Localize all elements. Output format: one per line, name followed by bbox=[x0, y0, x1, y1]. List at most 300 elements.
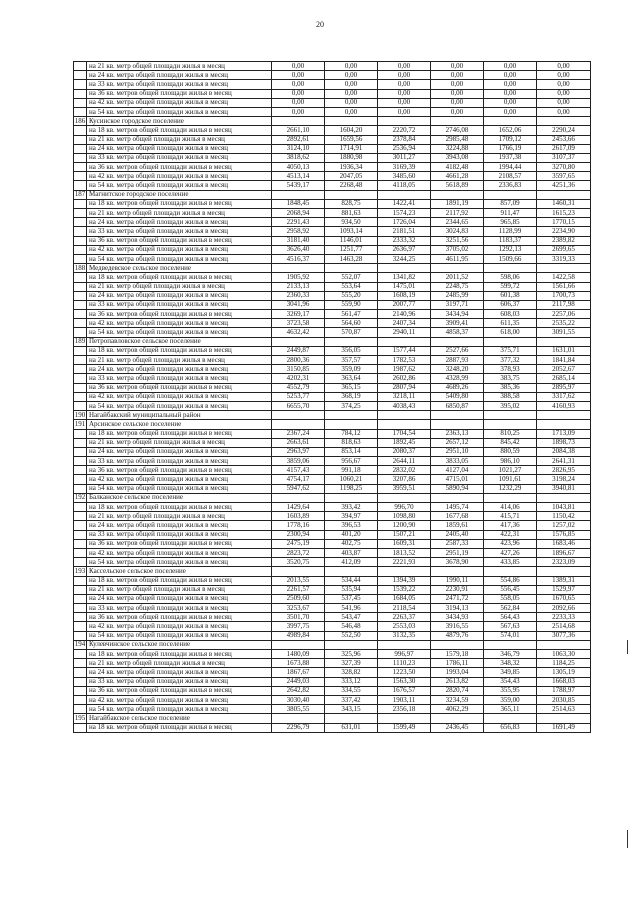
value-cell: 2181,51 bbox=[378, 227, 431, 236]
value-cell: 2108,57 bbox=[484, 172, 537, 181]
value-cell: 1200,90 bbox=[378, 521, 431, 530]
row-label: на 21 кв. метр общей площади жилья в месяц bbox=[87, 135, 272, 144]
table-row bbox=[74, 374, 591, 383]
row-label: на 36 кв. метров общей площади жилья в месяц bbox=[87, 383, 272, 392]
value-cell: 1429,64 bbox=[272, 503, 325, 512]
row-number bbox=[74, 291, 87, 300]
table-row bbox=[74, 622, 591, 631]
value-cell: 3833,05 bbox=[431, 457, 484, 466]
value-cell: 1223,50 bbox=[378, 668, 431, 677]
value-cell: 427,26 bbox=[484, 548, 537, 557]
section-row bbox=[74, 493, 591, 502]
value-cell: 1460,31 bbox=[537, 199, 591, 208]
value-cell: 2832,02 bbox=[378, 466, 431, 475]
row-number bbox=[74, 300, 87, 309]
value-cell: 857,09 bbox=[484, 199, 537, 208]
value-cell: 2389,82 bbox=[537, 236, 591, 245]
row-label: на 33 кв. метра общей площади жилья в месяц bbox=[87, 374, 272, 383]
value-cell: 0,00 bbox=[272, 98, 325, 107]
value-cell bbox=[325, 640, 378, 649]
value-cell: 3270,80 bbox=[537, 163, 591, 172]
value-cell bbox=[325, 337, 378, 346]
table-row bbox=[74, 438, 591, 447]
row-label: на 24 кв. метра общей площади жилья в месяц bbox=[87, 594, 272, 603]
value-cell: 1232,29 bbox=[484, 484, 537, 493]
value-cell: 1880,98 bbox=[325, 153, 378, 162]
scan-margin-mark bbox=[627, 830, 628, 848]
value-cell: 334,55 bbox=[325, 686, 378, 695]
table-row bbox=[74, 346, 591, 355]
table-row bbox=[74, 218, 591, 227]
value-cell: 402,75 bbox=[325, 539, 378, 548]
section-title: Медведевское сельское поселение bbox=[87, 264, 272, 273]
row-label: на 42 кв. метра общей площади жилья в месяц bbox=[87, 548, 272, 557]
table-row bbox=[74, 153, 591, 162]
section-title: Петропавловское сельское поселение bbox=[87, 337, 272, 346]
value-cell: 606,37 bbox=[484, 300, 537, 309]
value-cell: 534,44 bbox=[325, 576, 378, 585]
value-cell: 2536,94 bbox=[378, 144, 431, 153]
value-cell: 396,53 bbox=[325, 521, 378, 530]
value-cell: 377,32 bbox=[484, 356, 537, 365]
value-cell bbox=[537, 264, 591, 273]
row-label: на 18 кв. метров общей площади жилья в месяц bbox=[87, 503, 272, 512]
value-cell: 5890,94 bbox=[431, 484, 484, 493]
table-row bbox=[74, 521, 591, 530]
value-cell: 2826,95 bbox=[537, 466, 591, 475]
value-cell bbox=[272, 714, 325, 723]
value-cell: 2436,45 bbox=[431, 723, 484, 732]
row-label: на 33 кв. метра общей площади жилья в месяц bbox=[87, 300, 272, 309]
value-cell: 325,96 bbox=[325, 650, 378, 659]
row-number bbox=[74, 209, 87, 218]
value-cell: 4754,17 bbox=[272, 475, 325, 484]
value-cell bbox=[378, 420, 431, 429]
row-label: на 33 кв. метра общей площади жилья в месяц bbox=[87, 80, 272, 89]
row-number: 187 bbox=[74, 190, 86, 199]
row-label: на 36 кв. метров общей площади жилья в месяц bbox=[87, 163, 272, 172]
value-cell: 355,95 bbox=[484, 686, 537, 695]
value-cell: 2013,55 bbox=[272, 576, 325, 585]
value-cell: 2133,13 bbox=[272, 282, 325, 291]
value-cell: 4328,99 bbox=[431, 374, 484, 383]
value-cell: 4118,05 bbox=[378, 181, 431, 190]
row-number bbox=[74, 503, 87, 512]
row-label: на 36 кв. метров общей площади жилья в месяц bbox=[87, 310, 272, 319]
section-row bbox=[74, 337, 591, 346]
value-cell: 845,42 bbox=[484, 438, 537, 447]
row-label: на 33 кв. метра общей площади жилья в месяц bbox=[87, 604, 272, 613]
value-cell: 1060,21 bbox=[325, 475, 378, 484]
value-cell: 378,93 bbox=[484, 365, 537, 374]
value-cell bbox=[272, 567, 325, 576]
row-number bbox=[74, 429, 87, 438]
table-row bbox=[74, 291, 591, 300]
row-number bbox=[74, 236, 87, 245]
value-cell: 656,83 bbox=[484, 723, 537, 732]
row-number bbox=[74, 475, 87, 484]
value-cell: 5439,17 bbox=[272, 181, 325, 190]
row-number: 188 bbox=[74, 263, 86, 272]
row-label: на 24 кв. метра общей площади жилья в месяц bbox=[87, 447, 272, 456]
value-cell: 2958,92 bbox=[272, 227, 325, 236]
value-cell: 1867,67 bbox=[272, 668, 325, 677]
value-cell: 2887,93 bbox=[431, 356, 484, 365]
row-number bbox=[74, 484, 87, 493]
value-cell bbox=[537, 640, 591, 649]
row-label: на 33 кв. метра общей площади жилья в месяц bbox=[87, 530, 272, 539]
value-cell: 388,58 bbox=[484, 392, 537, 401]
value-cell: 881,63 bbox=[325, 209, 378, 218]
value-cell: 601,38 bbox=[484, 291, 537, 300]
value-cell bbox=[272, 264, 325, 273]
value-cell: 2636,97 bbox=[378, 245, 431, 254]
section-row bbox=[74, 411, 591, 420]
row-label: на 42 кв. метра общей площади жилья в месяц bbox=[87, 245, 272, 254]
table-row bbox=[74, 576, 591, 585]
value-cell: 423,96 bbox=[484, 539, 537, 548]
value-cell bbox=[431, 190, 484, 199]
value-cell bbox=[537, 337, 591, 346]
section-title: Кулевчинское сельское поселение bbox=[87, 640, 272, 649]
value-cell: 880,59 bbox=[484, 447, 537, 456]
row-number bbox=[74, 392, 87, 401]
table-row bbox=[74, 539, 591, 548]
value-cell: 3597,65 bbox=[537, 172, 591, 181]
value-cell: 1539,22 bbox=[378, 585, 431, 594]
value-cell: 3859,06 bbox=[272, 457, 325, 466]
value-cell: 1292,13 bbox=[484, 245, 537, 254]
value-cell: 2951,19 bbox=[431, 548, 484, 557]
value-cell: 552,50 bbox=[325, 631, 378, 640]
value-cell: 3626,40 bbox=[272, 245, 325, 254]
table-row bbox=[74, 705, 591, 714]
value-cell: 2514,63 bbox=[537, 705, 591, 714]
value-cell: 564,43 bbox=[484, 613, 537, 622]
value-cell: 574,01 bbox=[484, 631, 537, 640]
value-cell: 2746,08 bbox=[431, 126, 484, 135]
value-cell: 1700,73 bbox=[537, 291, 591, 300]
value-cell: 1673,88 bbox=[272, 659, 325, 668]
row-number bbox=[74, 677, 87, 686]
table-row bbox=[74, 71, 591, 80]
table-row bbox=[74, 365, 591, 374]
value-cell: 1659,56 bbox=[325, 135, 378, 144]
value-cell: 2378,84 bbox=[378, 135, 431, 144]
value-cell: 374,25 bbox=[325, 401, 378, 410]
row-number bbox=[74, 71, 87, 80]
value-cell bbox=[431, 714, 484, 723]
row-number bbox=[74, 144, 87, 153]
value-cell: 3678,90 bbox=[431, 558, 484, 567]
value-cell: 986,10 bbox=[484, 457, 537, 466]
value-cell: 2300,94 bbox=[272, 530, 325, 539]
value-cell: 0,00 bbox=[431, 89, 484, 98]
table-row bbox=[74, 107, 591, 116]
table-row bbox=[74, 227, 591, 236]
table-row bbox=[74, 723, 591, 732]
value-cell bbox=[272, 190, 325, 199]
table-row bbox=[74, 254, 591, 263]
value-cell: 1150,42 bbox=[537, 512, 591, 521]
value-cell: 0,00 bbox=[378, 62, 431, 71]
value-cell: 0,00 bbox=[431, 98, 484, 107]
row-label: на 24 кв. метра общей площади жилья в месяц bbox=[87, 668, 272, 677]
value-cell bbox=[484, 420, 537, 429]
row-label: на 24 кв. метра общей площади жилья в месяц bbox=[87, 521, 272, 530]
value-cell: 4879,76 bbox=[431, 631, 484, 640]
value-cell: 1788,97 bbox=[537, 686, 591, 695]
table-row bbox=[74, 89, 591, 98]
value-cell: 0,00 bbox=[272, 107, 325, 116]
value-cell: 3485,60 bbox=[378, 172, 431, 181]
value-cell: 546,48 bbox=[325, 622, 378, 631]
value-cell: 2485,99 bbox=[431, 291, 484, 300]
value-cell bbox=[378, 493, 431, 502]
value-cell: 1603,89 bbox=[272, 512, 325, 521]
section-title: Кусинское городское поселение bbox=[87, 117, 272, 126]
value-cell: 1709,12 bbox=[484, 135, 537, 144]
value-cell: 1110,23 bbox=[378, 659, 431, 668]
value-cell: 1778,16 bbox=[272, 521, 325, 530]
value-cell bbox=[484, 337, 537, 346]
table-row bbox=[74, 484, 591, 493]
section-title: Нагайбакское сельское поселение bbox=[87, 714, 272, 723]
row-label: на 54 кв. метра общей площади жилья в месяц bbox=[87, 328, 272, 337]
value-cell: 2449,03 bbox=[272, 677, 325, 686]
row-number: 186 bbox=[74, 116, 86, 125]
row-number bbox=[74, 622, 87, 631]
value-cell: 2685,14 bbox=[537, 374, 591, 383]
value-cell: 3501,70 bbox=[272, 613, 325, 622]
table-row bbox=[74, 594, 591, 603]
table-row bbox=[74, 273, 591, 282]
row-number bbox=[74, 254, 87, 263]
value-cell: 1684,05 bbox=[378, 594, 431, 603]
value-cell bbox=[484, 117, 537, 126]
value-cell bbox=[484, 567, 537, 576]
table-row bbox=[74, 558, 591, 567]
value-cell: 1683,46 bbox=[537, 539, 591, 548]
row-label: на 33 кв. метра общей площади жилья в месяц bbox=[87, 227, 272, 236]
row-number bbox=[74, 686, 87, 695]
value-cell: 1670,65 bbox=[537, 594, 591, 603]
value-cell: 3107,37 bbox=[537, 153, 591, 162]
value-cell: 1676,57 bbox=[378, 686, 431, 695]
value-cell: 1563,30 bbox=[378, 677, 431, 686]
value-cell: 2263,37 bbox=[378, 613, 431, 622]
value-cell: 2291,43 bbox=[272, 218, 325, 227]
value-cell: 810,25 bbox=[484, 429, 537, 438]
row-label: на 36 кв. метров общей площади жилья в месяц bbox=[87, 613, 272, 622]
table-row bbox=[74, 512, 591, 521]
scan-margin-mark bbox=[627, 640, 628, 654]
row-label: на 24 кв. метра общей площади жилья в месяц bbox=[87, 291, 272, 300]
row-label: на 18 кв. метров общей площади жилья в месяц bbox=[87, 199, 272, 208]
value-cell: 4689,26 bbox=[431, 383, 484, 392]
value-cell bbox=[325, 714, 378, 723]
value-cell: 2118,54 bbox=[378, 604, 431, 613]
value-cell: 333,12 bbox=[325, 677, 378, 686]
value-cell: 4182,48 bbox=[431, 163, 484, 172]
value-cell: 2820,74 bbox=[431, 686, 484, 695]
row-number bbox=[74, 438, 87, 447]
value-cell bbox=[484, 190, 537, 199]
value-cell: 1859,61 bbox=[431, 521, 484, 530]
value-cell: 552,07 bbox=[325, 273, 378, 282]
value-cell: 2657,12 bbox=[431, 438, 484, 447]
value-cell: 0,00 bbox=[378, 80, 431, 89]
value-cell bbox=[272, 420, 325, 429]
value-cell: 4062,29 bbox=[431, 705, 484, 714]
value-cell: 3197,71 bbox=[431, 300, 484, 309]
row-number bbox=[74, 457, 87, 466]
value-cell: 2047,05 bbox=[325, 172, 378, 181]
section-row bbox=[74, 117, 591, 126]
table-row bbox=[74, 659, 591, 668]
value-cell: 2117,98 bbox=[537, 300, 591, 309]
value-cell: 2475,19 bbox=[272, 539, 325, 548]
value-cell: 996,97 bbox=[378, 650, 431, 659]
value-cell: 0,00 bbox=[484, 62, 537, 71]
row-number bbox=[74, 365, 87, 374]
value-cell bbox=[484, 493, 537, 502]
value-cell: 356,05 bbox=[325, 346, 378, 355]
value-cell: 1936,34 bbox=[325, 163, 378, 172]
value-cell: 3705,02 bbox=[431, 245, 484, 254]
table-row bbox=[74, 631, 591, 640]
value-cell: 4715,01 bbox=[431, 475, 484, 484]
row-label: на 54 кв. метра общей площади жилья в месяц bbox=[87, 254, 272, 263]
value-cell: 2823,72 bbox=[272, 548, 325, 557]
row-label: на 54 кв. метра общей площади жилья в месяц bbox=[87, 401, 272, 410]
row-number bbox=[74, 89, 87, 98]
value-cell: 2068,94 bbox=[272, 209, 325, 218]
value-cell: 1574,23 bbox=[378, 209, 431, 218]
section-title: Арсинское сельское поселение bbox=[87, 420, 272, 429]
row-number bbox=[74, 613, 87, 622]
value-cell: 1394,39 bbox=[378, 576, 431, 585]
row-label: на 33 кв. метра общей площади жилья в месяц bbox=[87, 457, 272, 466]
value-cell: 567,63 bbox=[484, 622, 537, 631]
value-cell: 1786,11 bbox=[431, 659, 484, 668]
value-cell: 385,36 bbox=[484, 383, 537, 392]
value-cell: 2030,85 bbox=[537, 695, 591, 704]
value-cell: 1257,02 bbox=[537, 521, 591, 530]
value-cell: 2892,61 bbox=[272, 135, 325, 144]
value-cell: 2800,36 bbox=[272, 356, 325, 365]
value-cell: 1677,68 bbox=[431, 512, 484, 521]
value-cell: 414,06 bbox=[484, 503, 537, 512]
row-number bbox=[74, 135, 87, 144]
value-cell: 996,70 bbox=[378, 503, 431, 512]
section-title: Кассельское сельское поселение bbox=[87, 567, 272, 576]
value-cell: 3234,59 bbox=[431, 695, 484, 704]
value-cell bbox=[378, 337, 431, 346]
value-cell: 2642,82 bbox=[272, 686, 325, 695]
value-cell: 2296,79 bbox=[272, 723, 325, 732]
row-number bbox=[74, 199, 87, 208]
value-cell: 0,00 bbox=[537, 107, 591, 116]
row-number bbox=[74, 695, 87, 704]
value-cell: 1480,09 bbox=[272, 650, 325, 659]
value-cell: 4251,36 bbox=[537, 181, 591, 190]
value-cell: 3011,27 bbox=[378, 153, 431, 162]
row-label: на 21 кв. метр общей площади жилья в месяц bbox=[87, 209, 272, 218]
value-cell: 1183,37 bbox=[484, 236, 537, 245]
row-number bbox=[74, 356, 87, 365]
value-cell: 559,90 bbox=[325, 300, 378, 309]
value-cell bbox=[272, 337, 325, 346]
value-cell: 393,42 bbox=[325, 503, 378, 512]
value-cell: 3940,81 bbox=[537, 484, 591, 493]
row-number bbox=[74, 659, 87, 668]
value-cell: 3244,25 bbox=[378, 254, 431, 263]
value-cell: 1021,27 bbox=[484, 466, 537, 475]
row-number bbox=[74, 668, 87, 677]
table-row bbox=[74, 62, 591, 71]
value-cell bbox=[325, 190, 378, 199]
value-cell: 1198,25 bbox=[325, 484, 378, 493]
table-row bbox=[74, 300, 591, 309]
value-cell: 1529,97 bbox=[537, 585, 591, 594]
value-cell: 2261,57 bbox=[272, 585, 325, 594]
value-cell: 0,00 bbox=[537, 62, 591, 71]
row-label: на 42 кв. метра общей площади жилья в месяц bbox=[87, 695, 272, 704]
value-cell: 541,96 bbox=[325, 604, 378, 613]
value-cell: 1561,66 bbox=[537, 282, 591, 291]
value-cell: 3041,96 bbox=[272, 300, 325, 309]
value-cell: 3024,83 bbox=[431, 227, 484, 236]
value-cell bbox=[378, 264, 431, 273]
value-cell: 0,00 bbox=[325, 71, 378, 80]
value-cell: 3723,58 bbox=[272, 319, 325, 328]
value-cell bbox=[325, 411, 378, 420]
row-label: на 24 кв. метра общей площади жилья в месяц bbox=[87, 144, 272, 153]
value-cell: 3520,75 bbox=[272, 558, 325, 567]
value-cell: 1993,04 bbox=[431, 668, 484, 677]
value-cell: 3818,62 bbox=[272, 153, 325, 162]
row-label: на 42 кв. метра общей площади жилья в месяц bbox=[87, 319, 272, 328]
value-cell: 2268,48 bbox=[325, 181, 378, 190]
value-cell: 553,64 bbox=[325, 282, 378, 291]
value-cell: 3909,41 bbox=[431, 319, 484, 328]
value-cell: 0,00 bbox=[325, 98, 378, 107]
value-cell: 0,00 bbox=[378, 107, 431, 116]
value-cell: 3132,35 bbox=[378, 631, 431, 640]
value-cell: 537,45 bbox=[325, 594, 378, 603]
row-number bbox=[74, 530, 87, 539]
value-cell bbox=[537, 411, 591, 420]
value-cell: 3916,55 bbox=[431, 622, 484, 631]
table-row bbox=[74, 401, 591, 410]
table-row bbox=[74, 530, 591, 539]
row-label: на 21 кв. метр общей площади жилья в месяц bbox=[87, 438, 272, 447]
value-cell: 2344,65 bbox=[431, 218, 484, 227]
row-label: на 18 кв. метров общей площади жилья в месяц bbox=[87, 346, 272, 355]
table-row bbox=[74, 319, 591, 328]
value-cell: 2963,97 bbox=[272, 447, 325, 456]
row-number bbox=[74, 604, 87, 613]
value-cell: 934,50 bbox=[325, 218, 378, 227]
value-cell bbox=[272, 117, 325, 126]
row-label: на 18 кв. метров общей площади жилья в месяц bbox=[87, 723, 272, 732]
value-cell: 1892,45 bbox=[378, 438, 431, 447]
value-cell: 3224,88 bbox=[431, 144, 484, 153]
value-cell: 1766,19 bbox=[484, 144, 537, 153]
value-cell: 337,42 bbox=[325, 695, 378, 704]
value-cell: 828,75 bbox=[325, 199, 378, 208]
